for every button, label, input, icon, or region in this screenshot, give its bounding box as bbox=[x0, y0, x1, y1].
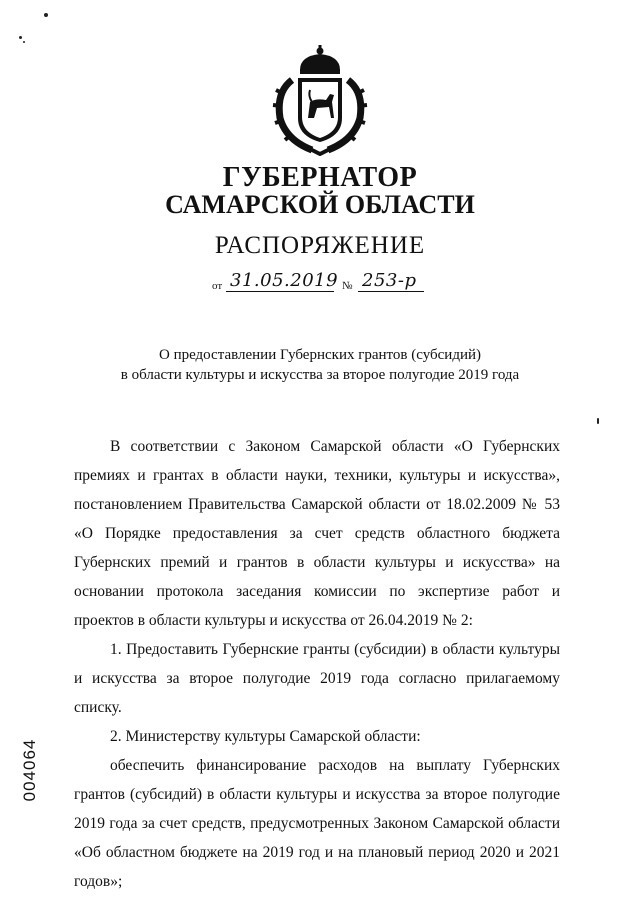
authority-subtitle: САМАРСКОЙ ОБЛАСТИ bbox=[165, 190, 475, 219]
scan-speck bbox=[44, 13, 48, 17]
handwritten-date: 31.05.2019 bbox=[230, 270, 339, 291]
preamble-paragraph: В соответствии с Законом Самарской области «О Губернских премиях и грантах в области науки, техники, культуры и искусства», постановлением Правительства Самарской области от 18.02.2009 № 53 «О Порядке предоставления за счет средств областного бюджета Губернских премий и грантов в области культуры и искусства» на основании протокола заседания комиссии по экспертизе работ и проектов в области культуры и искусства от 26.04.2019 № 2: bbox=[74, 438, 560, 629]
handwritten-number: 253-р bbox=[362, 270, 417, 291]
registration-number: 004064 bbox=[20, 738, 39, 802]
number-label: № bbox=[342, 280, 353, 292]
date-underline bbox=[226, 291, 334, 292]
document-type: РАСПОРЯЖЕНИЕ bbox=[214, 232, 426, 259]
authority-title: ГУБЕРНАТОР bbox=[222, 162, 418, 193]
item-2-paragraph: 2. Министерству культуры Самарской области: bbox=[110, 728, 421, 745]
scan-speck bbox=[19, 36, 22, 39]
subject-line: в области культуры и искусства за второе полугодие 2019 года bbox=[120, 367, 520, 383]
date-label: от bbox=[212, 280, 223, 292]
item-1-paragraph: 1. Предоставить Губернские гранты (субсидии) в области культуры и искусства за второе полугодие 2019 года согласно прилагаемому списку. bbox=[74, 641, 560, 716]
date-number-line bbox=[212, 272, 452, 296]
document-subject bbox=[80, 345, 560, 385]
scan-speck bbox=[597, 418, 599, 424]
number-underline bbox=[358, 291, 424, 292]
subject-line: О предоставлении Губернских грантов (субсидий) bbox=[158, 347, 482, 363]
scan-speck bbox=[23, 41, 25, 43]
item-2-sub-paragraph: обеспечить финансирование расходов на выплату Губернских грантов (субсидий) в области культуры и искусства за второе полугодие 2019 года за счет средств, предусмотренных Законом Самарской области «Об областном бюджете на 2019 год и на плановый период 2020 и 2021 годов»; bbox=[74, 757, 560, 890]
samara-coat-of-arms-icon bbox=[272, 44, 368, 156]
document-body bbox=[74, 432, 560, 896]
